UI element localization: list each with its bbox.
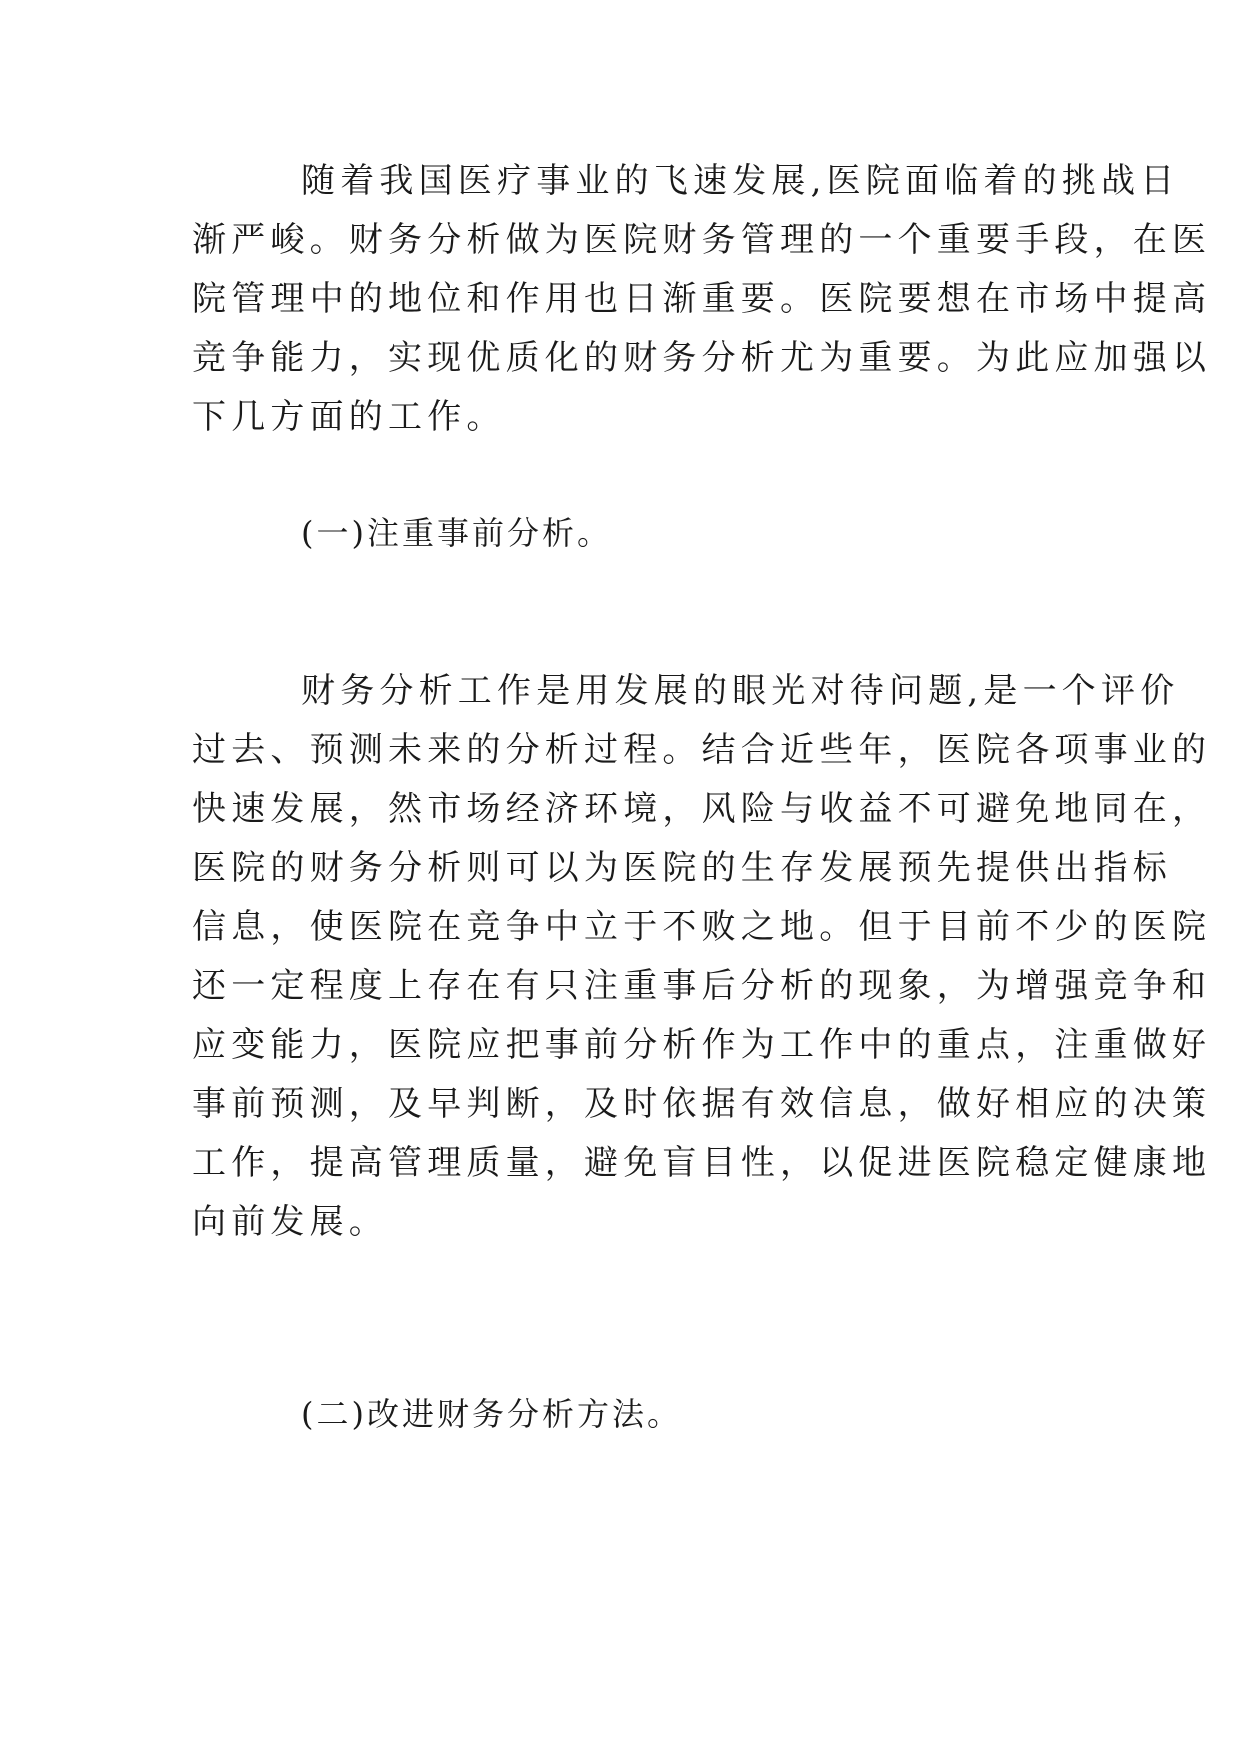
paragraph-line: 随着我国医疗事业的飞速发展,医院面临着的挑战日 — [301, 161, 1180, 201]
intro-paragraph — [192, 152, 1212, 447]
paragraph-line: 应变能力，医院应把事前分析作为工作中的重点，注重做好 — [192, 1025, 1212, 1065]
paragraph-line: 向前发展。 — [192, 1202, 388, 1242]
section-heading-2: (二)改进财务分析方法。 — [301, 1395, 682, 1433]
section-1-paragraph — [192, 662, 1212, 1252]
paragraph-line: 快速发展，然市场经济环境，风险与收益不可避免地同在， — [192, 789, 1212, 829]
paragraph-line: 信息，使医院在竞争中立于不败之地。但于目前不少的医院 — [192, 907, 1212, 947]
paragraph-line: 渐严峻。财务分析做为医院财务管理的一个重要手段，在医 — [192, 220, 1212, 260]
paragraph-line: 竞争能力，实现优质化的财务分析尤为重要。为此应加强以 — [192, 338, 1212, 378]
paragraph-line: 过去、预测未来的分析过程。结合近些年，医院各项事业的 — [192, 730, 1212, 770]
paragraph-line: 还一定程度上存在有只注重事后分析的现象，为增强竞争和 — [192, 966, 1212, 1006]
paragraph-line: 下几方面的工作。 — [192, 397, 506, 437]
paragraph-line: 院管理中的地位和作用也日渐重要。医院要想在市场中提高 — [192, 279, 1212, 319]
paragraph-line: 医院的财务分析则可以为医院的生存发展预先提供出指标 — [192, 848, 1172, 888]
paragraph-line: 事前预测，及早判断，及时依据有效信息，做好相应的决策 — [192, 1084, 1212, 1124]
section-heading-1: (一)注重事前分析。 — [301, 514, 612, 552]
paragraph-line: 财务分析工作是用发展的眼光对待问题,是一个评价 — [301, 671, 1180, 711]
paragraph-line: 工作，提高管理质量，避免盲目性，以促进医院稳定健康地 — [192, 1143, 1212, 1183]
